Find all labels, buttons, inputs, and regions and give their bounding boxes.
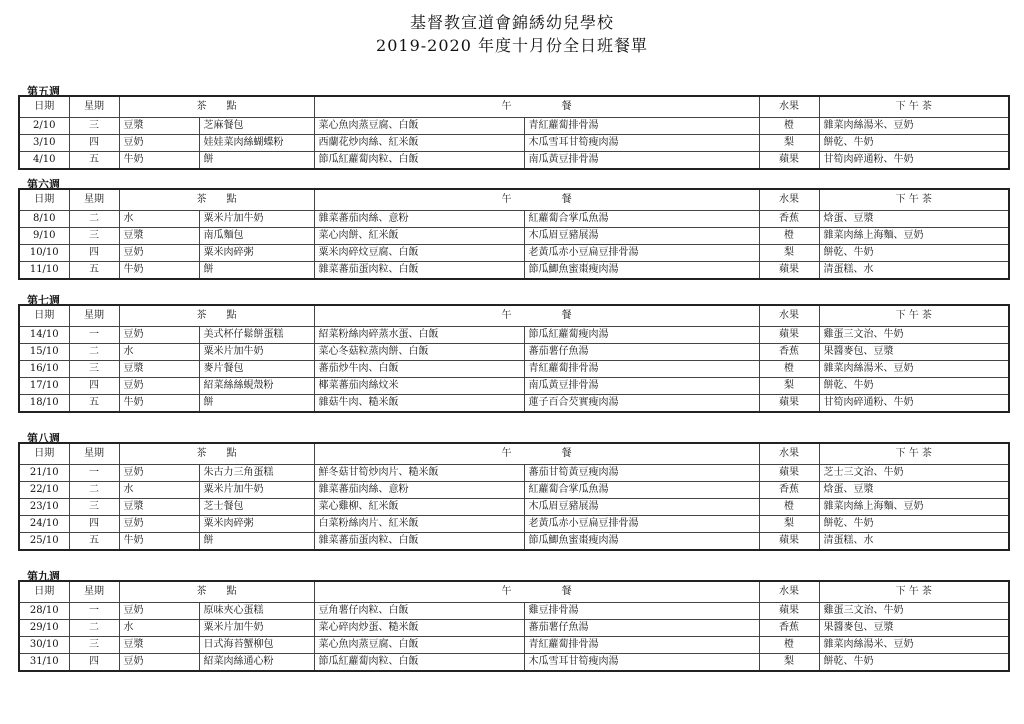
date-cell: 9/10 <box>19 228 69 245</box>
soup-cell: 蕃茄甘筍黃豆瘦肉湯 <box>524 465 759 482</box>
weekday-cell: 二 <box>69 482 119 499</box>
weekday-cell: 三 <box>69 118 119 135</box>
table-row <box>19 152 1009 170</box>
tea-cell: 雜菜肉絲湯米、豆奶 <box>819 361 1009 378</box>
tea-header: 下 午 茶 <box>819 581 1009 603</box>
soup-cell: 木瓜雪耳甘筍瘦肉湯 <box>524 654 759 672</box>
snack-cell: 粟米肉碎粥 <box>199 245 314 262</box>
tea-cell: 餅乾、牛奶 <box>819 245 1009 262</box>
tea-cell: 雜菜肉絲湯米、豆奶 <box>819 118 1009 135</box>
tea-cell: 餅乾、牛奶 <box>819 654 1009 672</box>
soup-cell: 老黃瓜赤小豆扁豆排骨湯 <box>524 245 759 262</box>
date-cell: 31/10 <box>19 654 69 672</box>
tea-cell: 餅乾、牛奶 <box>819 135 1009 152</box>
weekday-cell: 四 <box>69 245 119 262</box>
tea-cell: 果醬麥包、豆漿 <box>819 344 1009 361</box>
tea-cell: 雜菜肉絲上海麵、豆奶 <box>819 499 1009 516</box>
date-cell: 23/10 <box>19 499 69 516</box>
snack-header: 茶 點 <box>119 443 314 465</box>
snack-cell: 餅 <box>199 262 314 280</box>
tea-cell: 焓蛋、豆漿 <box>819 482 1009 499</box>
date-cell: 17/10 <box>19 378 69 395</box>
snack-header: 茶 點 <box>119 189 314 211</box>
snack-cell: 朱古力三角蛋糕 <box>199 465 314 482</box>
weekday-cell: 三 <box>69 637 119 654</box>
fruit-header: 水果 <box>759 96 819 118</box>
drink-cell: 牛奶 <box>119 395 199 413</box>
fruit-cell: 梨 <box>759 516 819 533</box>
soup-cell: 木瓜眉豆豬展湯 <box>524 228 759 245</box>
weekday-cell: 二 <box>69 620 119 637</box>
soup-cell: 紅蘿蔔合掌瓜魚湯 <box>524 482 759 499</box>
date-header: 日期 <box>19 189 69 211</box>
lunch-main-cell: 西蘭花炒肉絲、紅米飯 <box>314 135 524 152</box>
drink-cell: 豆奶 <box>119 516 199 533</box>
snack-cell: 芝麻餐包 <box>199 118 314 135</box>
snack-cell: 紹菜絲絲蜆殼粉 <box>199 378 314 395</box>
weekday-cell: 五 <box>69 395 119 413</box>
drink-cell: 豆奶 <box>119 378 199 395</box>
drink-cell: 豆奶 <box>119 654 199 672</box>
weekday-cell: 二 <box>69 344 119 361</box>
table-row <box>19 603 1009 620</box>
weekday-cell: 四 <box>69 516 119 533</box>
snack-cell: 粟米片加牛奶 <box>199 211 314 228</box>
lunch-main-cell: 雜菜蕃茄蛋肉粒、白飯 <box>314 533 524 551</box>
week-label: 第五週 <box>27 85 60 98</box>
snack-cell: 餅 <box>199 533 314 551</box>
fruit-cell: 橙 <box>759 499 819 516</box>
tea-cell: 果醬麥包、豆漿 <box>819 620 1009 637</box>
date-cell: 14/10 <box>19 327 69 344</box>
fruit-header: 水果 <box>759 305 819 327</box>
header-row <box>19 443 1009 465</box>
lunch-main-cell: 粟米肉碎炆豆腐、白飯 <box>314 245 524 262</box>
soup-cell: 青紅蘿蔔排骨湯 <box>524 361 759 378</box>
date-header: 日期 <box>19 581 69 603</box>
tea-cell: 甘筍肉碎通粉、牛奶 <box>819 152 1009 170</box>
snack-cell: 原味夾心蛋糕 <box>199 603 314 620</box>
fruit-cell: 香蕉 <box>759 620 819 637</box>
table-row <box>19 516 1009 533</box>
lunch-main-cell: 雜菜蕃茄肉絲、意粉 <box>314 482 524 499</box>
drink-cell: 豆漿 <box>119 118 199 135</box>
tea-cell: 雜菜肉絲上海麵、豆奶 <box>819 228 1009 245</box>
tea-cell: 清蛋糕、水 <box>819 262 1009 280</box>
lunch-header: 午 餐 <box>314 581 759 603</box>
fruit-cell: 蘋果 <box>759 152 819 170</box>
date-header: 日期 <box>19 305 69 327</box>
lunch-main-cell: 紹菜粉絲肉碎蒸水蛋、白飯 <box>314 327 524 344</box>
lunch-header: 午 餐 <box>314 305 759 327</box>
fruit-cell: 蘋果 <box>759 262 819 280</box>
fruit-cell: 香蕉 <box>759 482 819 499</box>
weekday-cell: 五 <box>69 262 119 280</box>
fruit-cell: 梨 <box>759 654 819 672</box>
lunch-main-cell: 節瓜紅蘿蔔肉粒、白飯 <box>314 654 524 672</box>
table-row <box>19 378 1009 395</box>
drink-cell: 水 <box>119 211 199 228</box>
drink-cell: 豆漿 <box>119 637 199 654</box>
lunch-header: 午 餐 <box>314 96 759 118</box>
soup-cell: 老黃瓜赤小豆扁豆排骨湯 <box>524 516 759 533</box>
date-header: 日期 <box>19 443 69 465</box>
drink-cell: 水 <box>119 620 199 637</box>
week-table <box>18 580 1010 672</box>
tea-cell: 甘筍肉碎通粉、牛奶 <box>819 395 1009 413</box>
weekday-cell: 四 <box>69 378 119 395</box>
lunch-main-cell: 菜心冬菇粒蒸肉餅、白飯 <box>314 344 524 361</box>
weekday-header: 星期 <box>69 305 119 327</box>
fruit-header: 水果 <box>759 581 819 603</box>
lunch-main-cell: 菜心魚肉蒸豆腐、白飯 <box>314 118 524 135</box>
table-row <box>19 637 1009 654</box>
drink-cell: 牛奶 <box>119 152 199 170</box>
tea-cell: 雞蛋三文治、牛奶 <box>819 603 1009 620</box>
drink-cell: 水 <box>119 344 199 361</box>
date-cell: 4/10 <box>19 152 69 170</box>
weekday-cell: 一 <box>69 465 119 482</box>
weekday-cell: 五 <box>69 152 119 170</box>
week-label: 第九週 <box>27 570 60 583</box>
drink-cell: 牛奶 <box>119 262 199 280</box>
week-table <box>18 188 1010 280</box>
weekday-header: 星期 <box>69 96 119 118</box>
date-cell: 21/10 <box>19 465 69 482</box>
tea-header: 下 午 茶 <box>819 443 1009 465</box>
drink-cell: 豆奶 <box>119 465 199 482</box>
snack-cell: 餅 <box>199 395 314 413</box>
weekday-header: 星期 <box>69 189 119 211</box>
fruit-cell: 梨 <box>759 245 819 262</box>
date-cell: 25/10 <box>19 533 69 551</box>
date-cell: 8/10 <box>19 211 69 228</box>
soup-cell: 節瓜鯽魚蜜棗瘦肉湯 <box>524 533 759 551</box>
header-row <box>19 189 1009 211</box>
lunch-main-cell: 雜菜蕃茄蛋肉粒、白飯 <box>314 262 524 280</box>
drink-cell: 豆漿 <box>119 499 199 516</box>
weekday-cell: 四 <box>69 654 119 672</box>
soup-cell: 紅蘿蔔合掌瓜魚湯 <box>524 211 759 228</box>
snack-header: 茶 點 <box>119 305 314 327</box>
soup-cell: 木瓜眉豆豬展湯 <box>524 499 759 516</box>
tea-cell: 雜菜肉絲湯米、豆奶 <box>819 637 1009 654</box>
header-row <box>19 305 1009 327</box>
date-cell: 22/10 <box>19 482 69 499</box>
soup-cell: 青紅蘿蔔排骨湯 <box>524 118 759 135</box>
lunch-main-cell: 豆角薯仔肉粒、白飯 <box>314 603 524 620</box>
lunch-main-cell: 鮮冬菇甘筍炒肉片、糙米飯 <box>314 465 524 482</box>
tea-header: 下 午 茶 <box>819 305 1009 327</box>
soup-cell: 蕃茄薯仔魚湯 <box>524 620 759 637</box>
date-cell: 24/10 <box>19 516 69 533</box>
soup-cell: 蕃茄薯仔魚湯 <box>524 344 759 361</box>
table-row <box>19 344 1009 361</box>
drink-cell: 豆奶 <box>119 327 199 344</box>
date-cell: 3/10 <box>19 135 69 152</box>
date-cell: 2/10 <box>19 118 69 135</box>
fruit-cell: 橙 <box>759 361 819 378</box>
fruit-header: 水果 <box>759 443 819 465</box>
snack-cell: 麥片餐包 <box>199 361 314 378</box>
snack-cell: 美式杯仔鬆餅蛋糕 <box>199 327 314 344</box>
weekday-cell: 五 <box>69 533 119 551</box>
tea-header: 下 午 茶 <box>819 189 1009 211</box>
drink-cell: 豆漿 <box>119 228 199 245</box>
table-row <box>19 620 1009 637</box>
weekday-cell: 一 <box>69 327 119 344</box>
table-row <box>19 465 1009 482</box>
fruit-cell: 蘋果 <box>759 465 819 482</box>
date-cell: 28/10 <box>19 603 69 620</box>
lunch-main-cell: 節瓜紅蘿蔔肉粒、白飯 <box>314 152 524 170</box>
soup-cell: 節瓜鯽魚蜜棗瘦肉湯 <box>524 262 759 280</box>
drink-cell: 豆奶 <box>119 245 199 262</box>
snack-header: 茶 點 <box>119 96 314 118</box>
fruit-cell: 香蕉 <box>759 344 819 361</box>
table-row <box>19 533 1009 551</box>
lunch-main-cell: 菜心魚肉蒸豆腐、白飯 <box>314 637 524 654</box>
lunch-main-cell: 蕃茄炒牛肉、白飯 <box>314 361 524 378</box>
weekday-cell: 三 <box>69 361 119 378</box>
lunch-main-cell: 椰菜蕃茄肉絲炆米 <box>314 378 524 395</box>
week-table <box>18 442 1010 551</box>
header-row <box>19 581 1009 603</box>
snack-cell: 芝士餐包 <box>199 499 314 516</box>
snack-cell: 餅 <box>199 152 314 170</box>
table-row <box>19 228 1009 245</box>
lunch-main-cell: 雜菜蕃茄肉絲、意粉 <box>314 211 524 228</box>
table-row <box>19 499 1009 516</box>
table-row <box>19 395 1009 413</box>
drink-cell: 豆奶 <box>119 603 199 620</box>
date-cell: 10/10 <box>19 245 69 262</box>
drink-cell: 牛奶 <box>119 533 199 551</box>
tea-cell: 芝士三文治、牛奶 <box>819 465 1009 482</box>
week-label: 第八週 <box>27 432 60 445</box>
lunch-header: 午 餐 <box>314 443 759 465</box>
snack-cell: 粟米片加牛奶 <box>199 620 314 637</box>
school-name: 基督教宣道會錦綉幼兒學校 <box>409 13 614 32</box>
date-cell: 30/10 <box>19 637 69 654</box>
tea-cell: 清蛋糕、水 <box>819 533 1009 551</box>
weekday-cell: 四 <box>69 135 119 152</box>
fruit-cell: 梨 <box>759 135 819 152</box>
snack-cell: 娃娃菜肉絲蝴蝶粉 <box>199 135 314 152</box>
table-row <box>19 211 1009 228</box>
weekday-header: 星期 <box>69 581 119 603</box>
header-row <box>19 96 1009 118</box>
table-row <box>19 654 1009 672</box>
week-label: 第六週 <box>27 178 60 191</box>
drink-cell: 豆漿 <box>119 361 199 378</box>
weekday-cell: 一 <box>69 603 119 620</box>
weekday-cell: 三 <box>69 499 119 516</box>
lunch-main-cell: 菜心雞柳、紅米飯 <box>314 499 524 516</box>
date-cell: 18/10 <box>19 395 69 413</box>
fruit-cell: 香蕉 <box>759 211 819 228</box>
week-label: 第七週 <box>27 294 60 307</box>
fruit-cell: 橙 <box>759 637 819 654</box>
drink-cell: 豆奶 <box>119 135 199 152</box>
table-row <box>19 245 1009 262</box>
week-table <box>18 304 1010 413</box>
snack-cell: 粟米肉碎粥 <box>199 516 314 533</box>
fruit-cell: 橙 <box>759 118 819 135</box>
table-row <box>19 327 1009 344</box>
lunch-main-cell: 菜心碎肉炒蛋、糙米飯 <box>314 620 524 637</box>
fruit-cell: 橙 <box>759 228 819 245</box>
snack-cell: 南瓜麵包 <box>199 228 314 245</box>
fruit-header: 水果 <box>759 189 819 211</box>
drink-cell: 水 <box>119 482 199 499</box>
fruit-cell: 蘋果 <box>759 533 819 551</box>
tea-cell: 餅乾、牛奶 <box>819 378 1009 395</box>
lunch-main-cell: 雜菇牛肉、糙米飯 <box>314 395 524 413</box>
tea-cell: 焓蛋、豆漿 <box>819 211 1009 228</box>
menu-title: 2019-2020 年度十月份全日班餐單 <box>376 36 648 55</box>
soup-cell: 南瓜黃豆排骨湯 <box>524 152 759 170</box>
snack-cell: 紹菜肉絲通心粉 <box>199 654 314 672</box>
soup-cell: 青紅蘿蔔排骨湯 <box>524 637 759 654</box>
snack-cell: 粟米片加牛奶 <box>199 482 314 499</box>
snack-header: 茶 點 <box>119 581 314 603</box>
table-row <box>19 118 1009 135</box>
fruit-cell: 蘋果 <box>759 603 819 620</box>
soup-cell: 木瓜雪耳甘筍瘦肉湯 <box>524 135 759 152</box>
fruit-cell: 梨 <box>759 378 819 395</box>
date-cell: 15/10 <box>19 344 69 361</box>
table-row <box>19 482 1009 499</box>
date-cell: 29/10 <box>19 620 69 637</box>
weekday-header: 星期 <box>69 443 119 465</box>
weekday-cell: 三 <box>69 228 119 245</box>
soup-cell: 節瓜紅蘿蔔瘦肉湯 <box>524 327 759 344</box>
table-row <box>19 262 1009 280</box>
snack-cell: 日式海苔蟹柳包 <box>199 637 314 654</box>
table-row <box>19 361 1009 378</box>
week-table <box>18 95 1010 170</box>
fruit-cell: 蘋果 <box>759 327 819 344</box>
tea-header: 下 午 茶 <box>819 96 1009 118</box>
lunch-main-cell: 菜心肉餅、紅米飯 <box>314 228 524 245</box>
soup-cell: 南瓜黃豆排骨湯 <box>524 378 759 395</box>
lunch-main-cell: 白菜粉絲肉片、紅米飯 <box>314 516 524 533</box>
date-cell: 11/10 <box>19 262 69 280</box>
tea-cell: 餅乾、牛奶 <box>819 516 1009 533</box>
date-cell: 16/10 <box>19 361 69 378</box>
weekday-cell: 二 <box>69 211 119 228</box>
soup-cell: 雞豆排骨湯 <box>524 603 759 620</box>
date-header: 日期 <box>19 96 69 118</box>
soup-cell: 蓮子百合芡實瘦肉湯 <box>524 395 759 413</box>
snack-cell: 粟米片加牛奶 <box>199 344 314 361</box>
lunch-header: 午 餐 <box>314 189 759 211</box>
fruit-cell: 蘋果 <box>759 395 819 413</box>
table-row <box>19 135 1009 152</box>
tea-cell: 雞蛋三文治、牛奶 <box>819 327 1009 344</box>
